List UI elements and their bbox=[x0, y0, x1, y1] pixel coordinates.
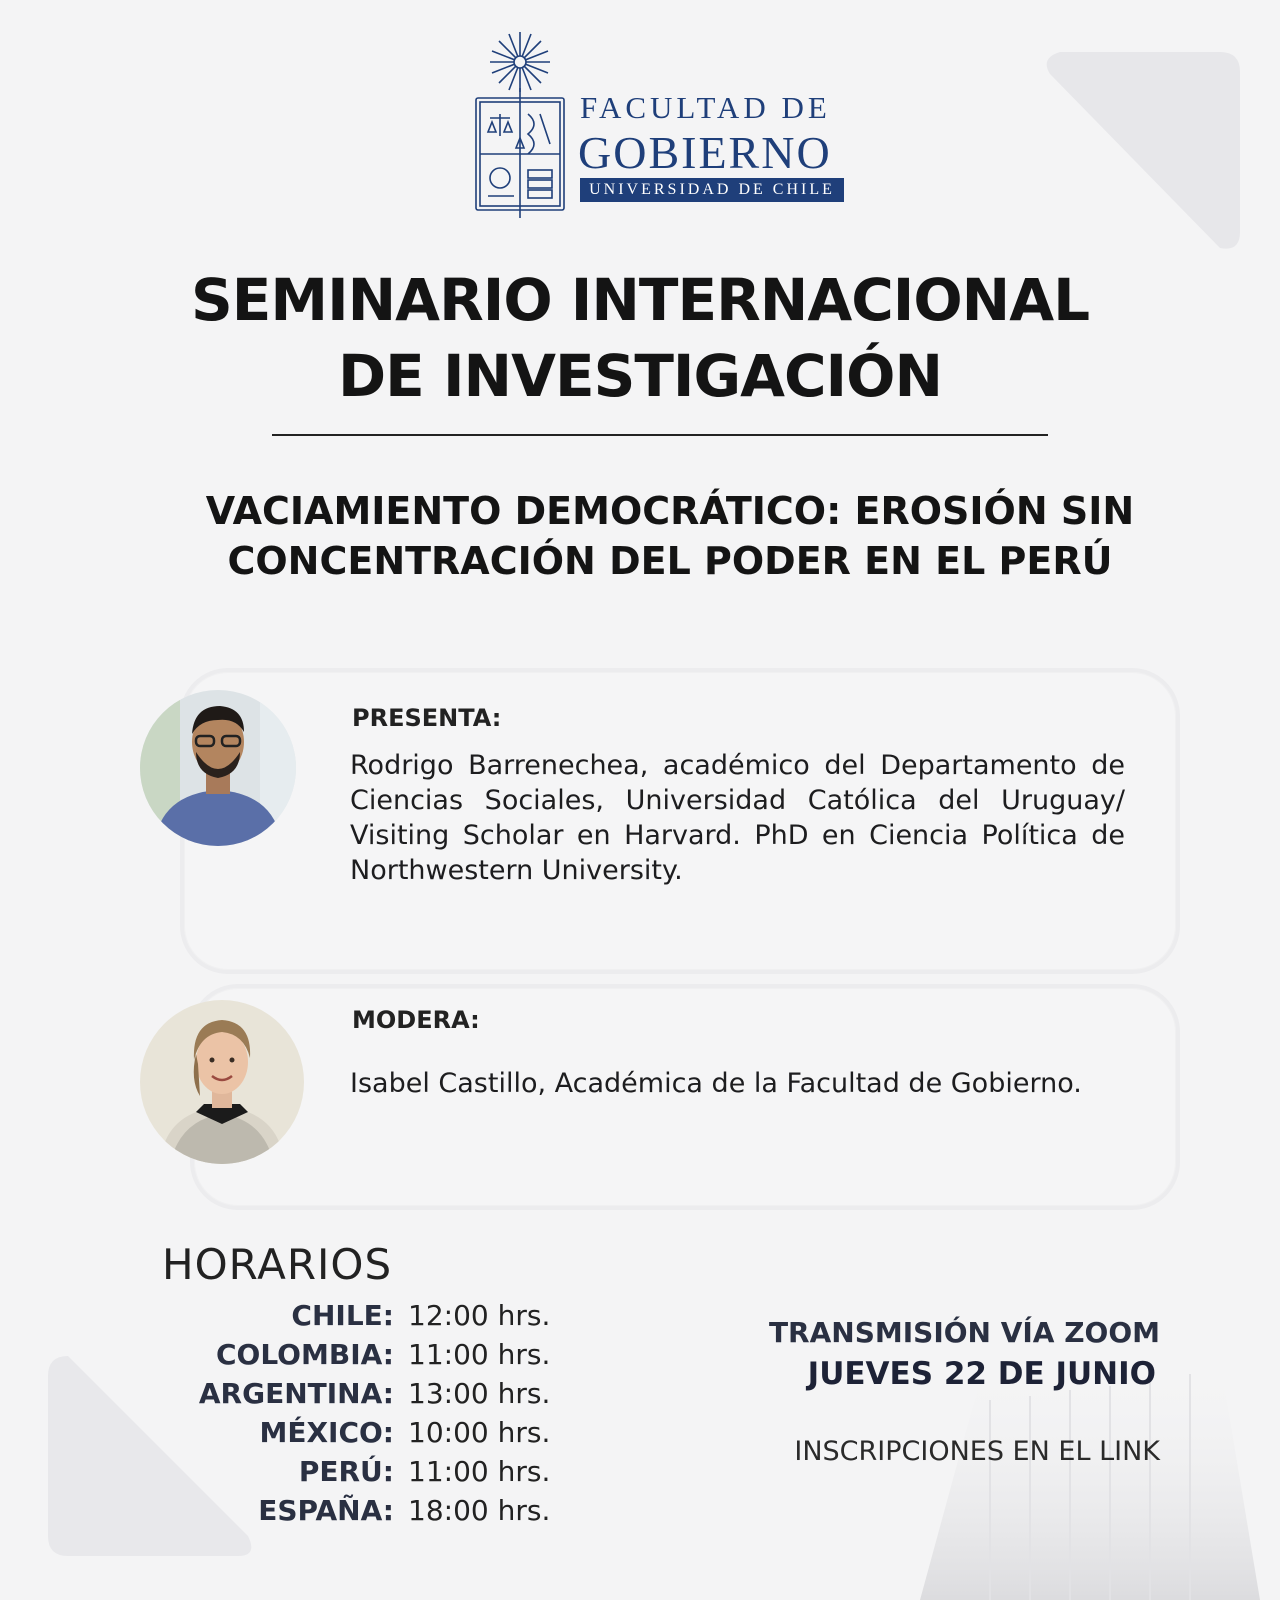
schedule-time: 11:00 hrs. bbox=[408, 1338, 551, 1371]
schedule-row bbox=[150, 1491, 570, 1530]
schedule-row bbox=[150, 1335, 570, 1374]
schedule-country: ESPAÑA: bbox=[258, 1494, 394, 1527]
event-date: JUEVES 22 DE JUNIO bbox=[807, 1356, 1156, 1392]
schedule-title: HORARIOS bbox=[162, 1240, 393, 1289]
moderator-label: MODERA: bbox=[352, 1006, 480, 1034]
moderator-bio: Isabel Castillo, Académica de la Facultad de Gobierno. bbox=[350, 1068, 1082, 1099]
schedule-time: 10:00 hrs. bbox=[408, 1416, 551, 1449]
university-crest-icon bbox=[470, 28, 570, 218]
seminar-title: SEMINARIO INTERNACIONAL DE INVESTIGACIÓN bbox=[190, 266, 1090, 410]
building-watermark bbox=[760, 1360, 1280, 1600]
logo-line-2: GOBIERNO bbox=[578, 127, 832, 178]
schedule-table bbox=[150, 1296, 570, 1530]
presenter-label: PRESENTA: bbox=[352, 704, 502, 732]
logo-line-1: FACULTAD DE bbox=[580, 90, 831, 125]
faculty-logo bbox=[470, 28, 850, 218]
schedule-time: 12:00 hrs. bbox=[408, 1299, 551, 1332]
schedule-time: 11:00 hrs. bbox=[408, 1455, 551, 1488]
moderator-photo bbox=[140, 1000, 304, 1164]
schedule-time: 18:00 hrs. bbox=[408, 1494, 551, 1527]
title-divider bbox=[272, 434, 1048, 436]
schedule-country: PERÚ: bbox=[298, 1455, 394, 1488]
presenter-photo bbox=[140, 690, 296, 846]
schedule-country: ARGENTINA: bbox=[198, 1377, 394, 1410]
presenter-bio: Rodrigo Barrenechea, académico del Departamento de Ciencias Sociales, Universidad Católica del Uruguay/ Visiting Scholar en Harvard. PhD en Ciencia Política de Northwestern University. bbox=[350, 750, 1125, 886]
schedule-time: 13:00 hrs. bbox=[408, 1377, 551, 1410]
schedule-row bbox=[150, 1296, 570, 1335]
schedule-country: CHILE: bbox=[291, 1299, 394, 1332]
decorative-triangle-top-right bbox=[1040, 52, 1240, 252]
schedule-row bbox=[150, 1374, 570, 1413]
registration-link[interactable]: INSCRIPCIONES EN EL LINK bbox=[794, 1436, 1160, 1467]
schedule-country: MÉXICO: bbox=[259, 1416, 394, 1449]
transmission-info: TRANSMISIÓN VÍA ZOOM bbox=[768, 1316, 1160, 1349]
schedule-row bbox=[150, 1452, 570, 1491]
seminar-subtitle: VACIAMIENTO DEMOCRÁTICO: EROSIÓN SIN CONCENTRACIÓN DEL PODER EN EL PERÚ bbox=[205, 489, 1135, 583]
logo-band: UNIVERSIDAD DE CHILE bbox=[580, 178, 844, 202]
schedule-row bbox=[150, 1413, 570, 1452]
schedule-country: COLOMBIA: bbox=[215, 1338, 394, 1371]
